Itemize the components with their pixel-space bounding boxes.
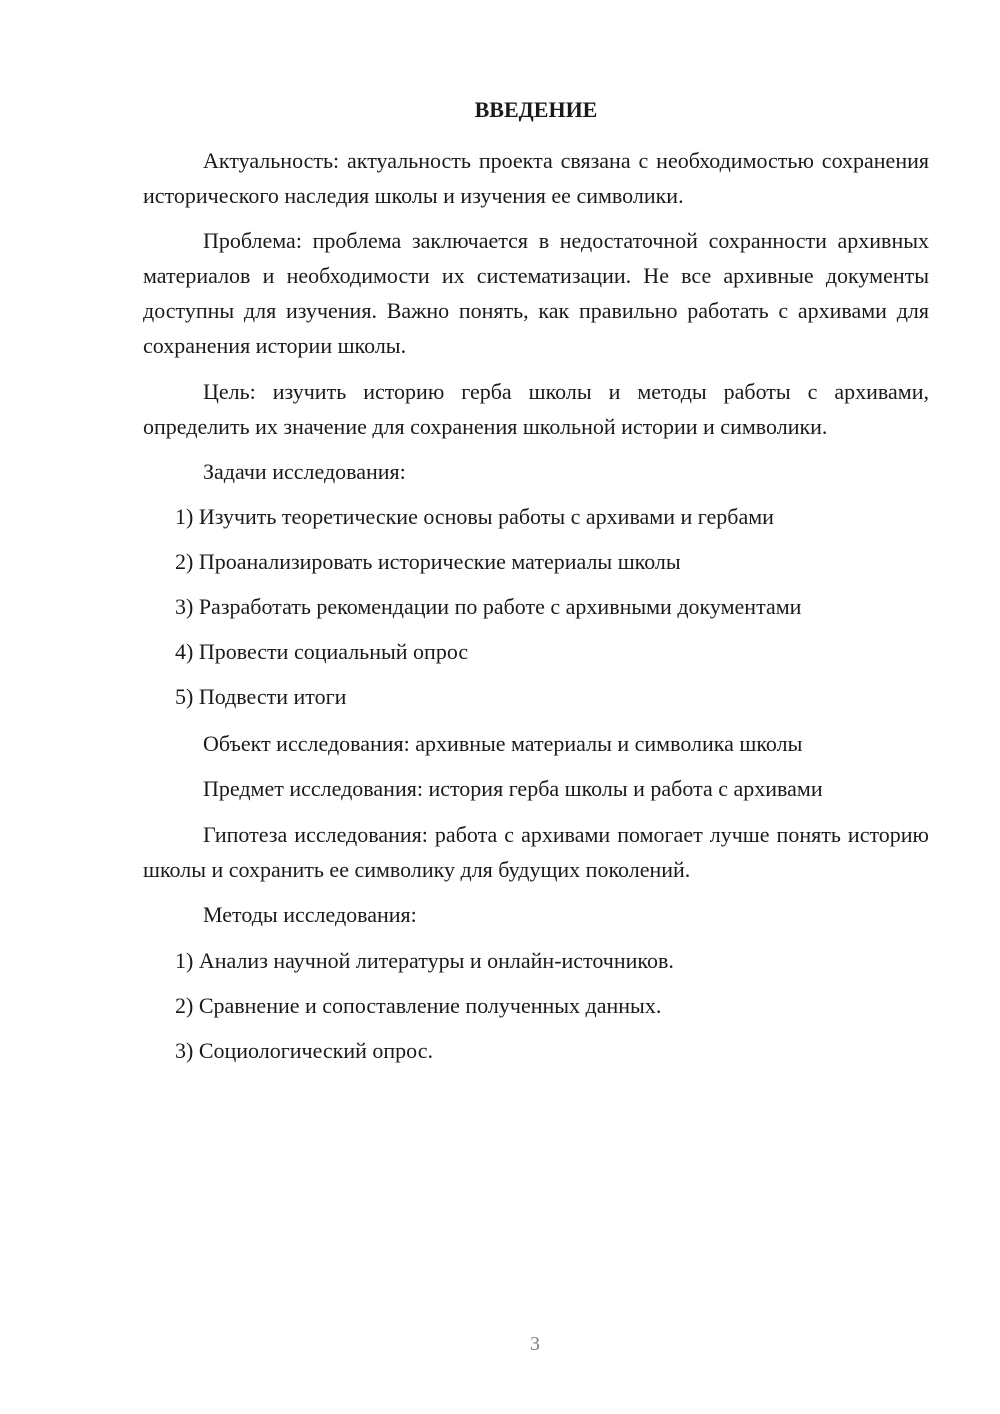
page-title: ВВЕДЕНИЕ	[474, 97, 598, 122]
task-item: 4) Провести социальный опрос	[175, 639, 469, 664]
task-item: 2) Проанализировать исторические материалы школы	[175, 549, 681, 574]
object-line: Объект исследования: архивные материалы и символика школы	[203, 731, 803, 756]
subject-line: Предмет исследования: история герба школы и работа с архивами	[203, 776, 823, 801]
hypothesis-paragraph: Гипотеза исследования: работа с архивами помогает лучше понять историю школы и сохранить ее символику для будущих поколений.	[143, 822, 929, 882]
method-item: 3) Социологический опрос.	[175, 1038, 433, 1063]
task-item: 3) Разработать рекомендации по работе с архивными документами	[175, 594, 802, 619]
task-item: 5) Подвести итоги	[175, 684, 347, 709]
problem-paragraph: Проблема: проблема заключается в недостаточной сохранности архивных материалов и необходимости их систематизации. Не все архивные документы доступны для изучения. Важно понять, как правильно работать с архивами для сохранения истории школы.	[143, 228, 929, 358]
goal-paragraph: Цель: изучить историю герба школы и методы работы с архивами, определить их значение для сохранения школьной истории и символики.	[143, 379, 929, 439]
method-item: 2) Сравнение и сопоставление полученных данных.	[175, 993, 662, 1018]
method-item: 1) Анализ научной литературы и онлайн-источников.	[175, 948, 674, 973]
tasks-heading: Задачи исследования:	[203, 459, 406, 484]
relevance-paragraph: Актуальность: актуальность проекта связана с необходимостью сохранения исторического наследия школы и изучения ее символики.	[143, 148, 929, 208]
methods-heading: Методы исследования:	[203, 902, 417, 927]
task-item: 1) Изучить теоретические основы работы с архивами и гербами	[175, 504, 774, 529]
page-number: 3	[530, 1333, 540, 1355]
